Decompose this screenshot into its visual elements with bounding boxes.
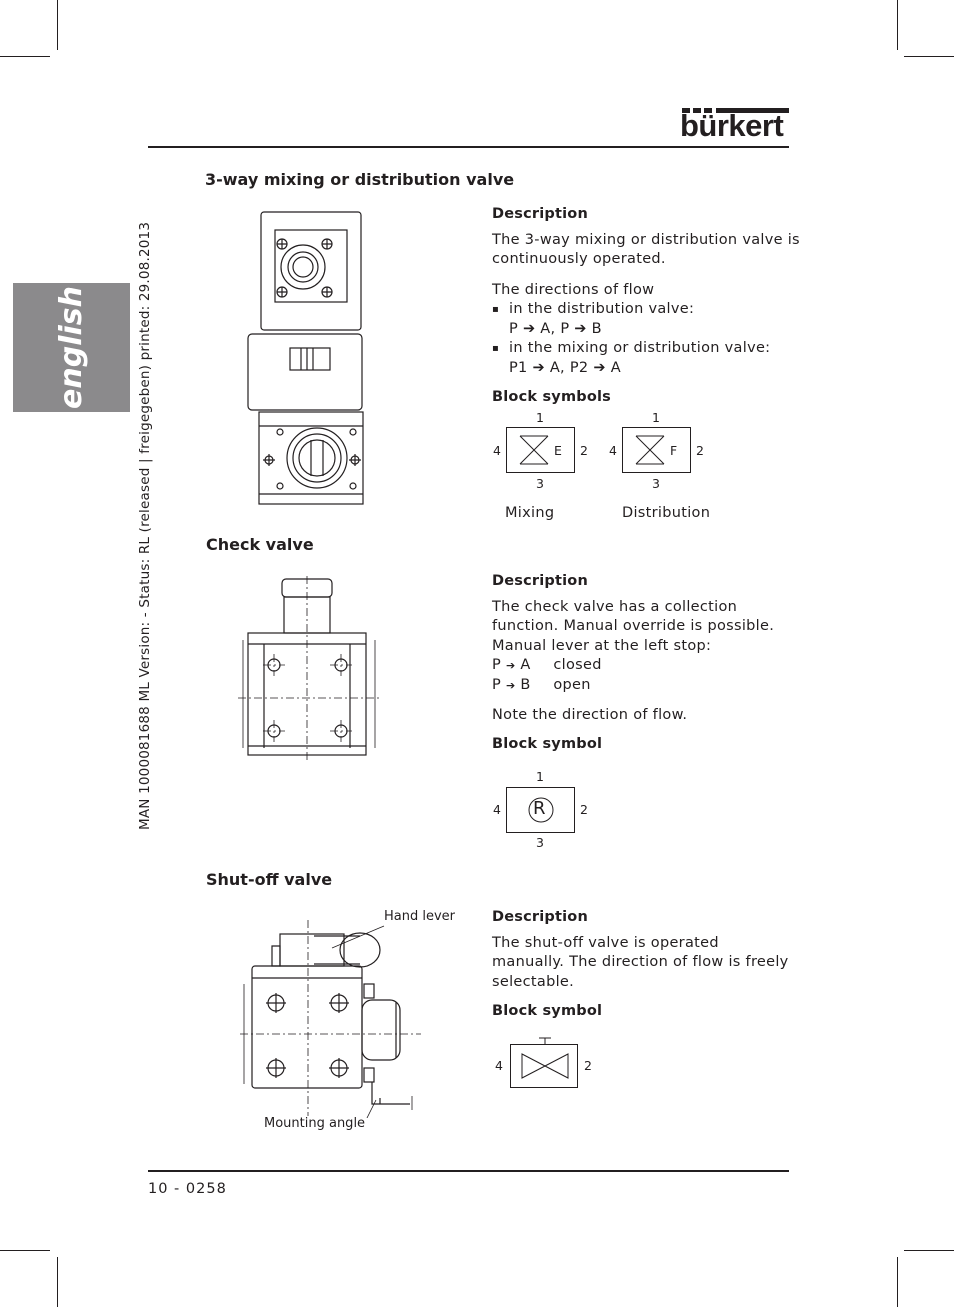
- mixing-description-heading: Description: [492, 206, 588, 222]
- flow-row: [492, 656, 774, 675]
- crop-mark: [904, 56, 954, 57]
- section-title-mixing: 3-way mixing or distribution valve: [205, 170, 515, 189]
- text-line: function. Manual override is possible.: [492, 618, 775, 635]
- shutoff-description-text: [492, 934, 789, 992]
- crop-mark: [0, 56, 50, 57]
- crop-mark: [0, 1250, 50, 1251]
- brand-name: bürkert: [680, 108, 784, 143]
- flow-bullet: ▪ in the mixing or distribution valve:: [492, 339, 770, 358]
- port-label: 1: [536, 410, 544, 425]
- language-tab-label: english: [54, 286, 89, 409]
- port-label: 1: [652, 410, 660, 425]
- check-description-text: [492, 598, 774, 695]
- port-label: 1: [536, 769, 544, 784]
- port-label: 3: [536, 476, 544, 491]
- flow-row: [492, 676, 774, 695]
- footer-rule: [148, 1170, 789, 1172]
- port-label: 2: [580, 443, 588, 458]
- symbol-caption: Distribution: [622, 505, 711, 521]
- crop-mark: [57, 1257, 58, 1307]
- label-hand-lever: Hand lever: [384, 909, 456, 924]
- flow-bullet: ▪ in the distribution valve:: [492, 300, 770, 319]
- text-line: manually. The direction of flow is freely: [492, 954, 789, 971]
- block-symbol-shutoff: [508, 1036, 580, 1090]
- check-note: Note the direction of flow.: [492, 707, 688, 723]
- port-label: 2: [580, 802, 588, 817]
- text-line: The shut-off valve is operated: [492, 935, 719, 951]
- mixing-symbols-heading: Block symbols: [492, 389, 612, 405]
- flow-directions: P1 ➔ A, P2 ➔ A: [509, 359, 621, 376]
- port-label: 4: [493, 802, 501, 817]
- flow-directions: P ➔ A, P ➔ B: [509, 320, 602, 337]
- symbol-caption: Mixing: [505, 505, 555, 521]
- flow-to: A: [520, 657, 531, 674]
- text-line: The 3-way mixing or distribution valve is: [492, 232, 800, 248]
- label-mounting-angle: Mounting angle: [264, 1116, 366, 1131]
- mixing-flow-list: [492, 281, 770, 378]
- port-label: 2: [696, 443, 704, 458]
- check-symbol-heading: Block symbol: [492, 736, 603, 752]
- port-label: 4: [495, 1058, 503, 1073]
- check-valve-drawing: [236, 574, 381, 760]
- flow-from: P: [492, 676, 502, 693]
- symbol-letter: F: [670, 443, 678, 458]
- text-line: The check valve has a collection: [492, 599, 738, 615]
- block-symbol-mixing: [506, 427, 575, 473]
- mixing-valve-drawing: [245, 208, 370, 510]
- shutoff-symbol-heading: Block symbol: [492, 1003, 603, 1019]
- flow-state: closed: [553, 657, 602, 674]
- shutoff-description-heading: Description: [492, 909, 588, 925]
- text-line: Manual lever at the left stop:: [492, 637, 712, 654]
- flow-from: P: [492, 657, 502, 674]
- section-title-check: Check valve: [206, 535, 314, 554]
- crop-mark: [904, 1250, 954, 1251]
- arrow-right-icon: ➔: [505, 678, 516, 692]
- flow-state: open: [553, 676, 591, 693]
- crop-mark: [897, 0, 898, 50]
- shutoff-valve-drawing: [236, 918, 421, 1118]
- crop-mark: [897, 1257, 898, 1307]
- port-label: 3: [536, 835, 544, 850]
- symbol-letter: E: [554, 443, 562, 458]
- header-rule: [148, 146, 789, 148]
- text-line: continuously operated.: [492, 251, 666, 268]
- check-description-heading: Description: [492, 573, 588, 589]
- page-number: 10 - 0258: [148, 1181, 227, 1197]
- brand-logo: [680, 106, 790, 142]
- crop-mark: [57, 0, 58, 50]
- port-label: 4: [493, 443, 501, 458]
- symbol-letter: R: [533, 798, 546, 819]
- document-status-note: MAN 1000081688 ML Version: - Status: RL (released | freigegeben) printed: 29.08.2013: [137, 221, 153, 830]
- flow-to: B: [520, 676, 531, 693]
- port-label: 2: [584, 1058, 592, 1073]
- flow-intro: The directions of flow: [492, 282, 655, 298]
- block-symbol-distribution: [622, 427, 691, 473]
- mixing-description-text: [492, 231, 800, 270]
- text-line: selectable.: [492, 973, 575, 990]
- port-label: 4: [609, 443, 617, 458]
- arrow-right-icon: ➔: [505, 659, 516, 673]
- port-label: 3: [652, 476, 660, 491]
- section-title-shutoff: Shut-off valve: [206, 870, 333, 889]
